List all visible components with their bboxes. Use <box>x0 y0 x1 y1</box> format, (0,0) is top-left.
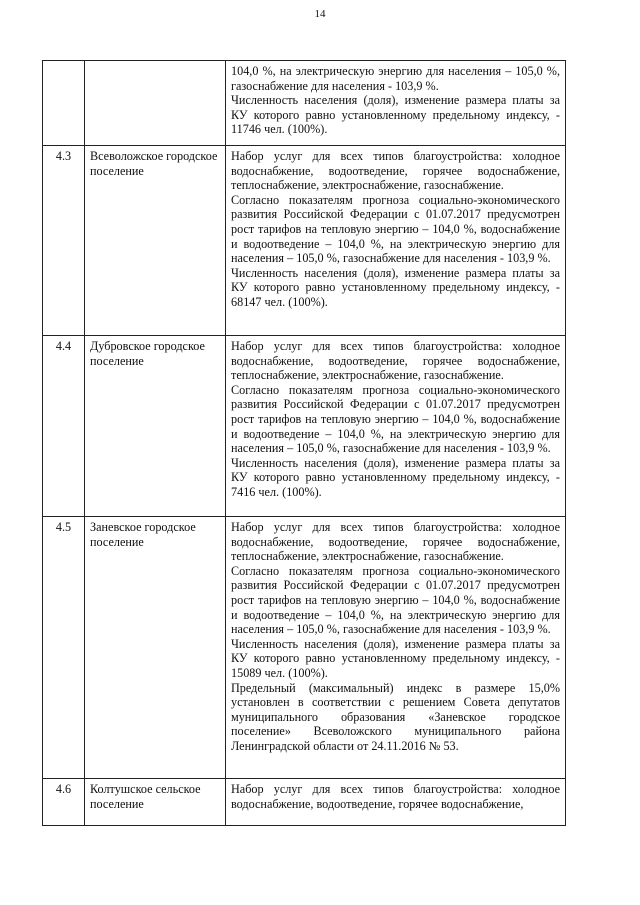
row-number: 4.6 <box>43 779 85 826</box>
settlement-name <box>85 61 226 146</box>
description-paragraph: Набор услуг для всех типов благоустройства: холодное водоснабжение, водоотведение, горячее водоснабжение, <box>231 782 560 811</box>
description-paragraph: Согласно показателям прогноза социально-экономического развития Российской Федерации с 01.07.2017 предусмотрен рост тарифов на тепловую энергию – 104,0 %, водоснабжение и водоотведение – 104,0 %, на электрическую энергию для населения – 105,0 %, газоснабжение для населения - 103,9 %. <box>231 192 560 266</box>
description-paragraph: Численность населения (доля), изменение размера платы за КУ которого равно установленному предельному индексу, - 15089 чел. (100%). <box>231 636 560 680</box>
table-row <box>43 61 566 146</box>
table-row <box>43 779 566 826</box>
row-description <box>226 517 566 779</box>
description-paragraph: Предельный (максимальный) индекс в размере 15,0% установлен в соответствии с решением Совета депутатов муниципального образования «Заневское городское поселение» Всеволожского муниципального района Ленинградской области от 24.11.2016 № 53. <box>231 680 560 753</box>
description-paragraph: Численность населения (доля), изменение размера платы за КУ которого равно установленному предельному индексу, - 11746 чел. (100%). <box>231 93 560 137</box>
description-paragraph: Численность населения (доля), изменение размера платы за КУ которого равно установленному предельному индексу, - 68147 чел. (100%). <box>231 265 560 309</box>
description-paragraph: 104,0 %, на электрическую энергию для населения – 105,0 %, газоснабжение для населения - 103,9 %. <box>231 64 560 93</box>
row-number: 4.3 <box>43 146 85 336</box>
table-row <box>43 517 566 779</box>
description-paragraph: Численность населения (доля), изменение размера платы за КУ которого равно установленному предельному индексу, - 7416 чел. (100%). <box>231 455 560 499</box>
settlement-name: Всеволожское городское поселение <box>85 146 226 336</box>
row-number: 4.5 <box>43 517 85 779</box>
description-paragraph: Согласно показателям прогноза социально-экономического развития Российской Федерации с 01.07.2017 предусмотрен рост тарифов на тепловую энергию – 104,0 %, водоснабжение и водоотведение – 104,0 %, на электрическую энергию для населения – 105,0 %, газоснабжение для населения - 103,9 %. <box>231 382 560 456</box>
row-number <box>43 61 85 146</box>
row-description <box>226 779 566 826</box>
row-number: 4.4 <box>43 336 85 517</box>
page-number: 14 <box>314 8 326 20</box>
settlement-name: Заневское городское поселение <box>85 517 226 779</box>
description-paragraph: Согласно показателям прогноза социально-экономического развития Российской Федерации с 01.07.2017 предусмотрен рост тарифов на тепловую энергию – 104,0 %, водоснабжение и водоотведение – 104,0 %, на электрическую энергию для населения – 105,0 %, газоснабжение для населения - 103,9 %. <box>231 563 560 637</box>
settlement-name: Колтушское сельское поселение <box>85 779 226 826</box>
settlement-name: Дубровское городское поселение <box>85 336 226 517</box>
description-paragraph: Набор услуг для всех типов благоустройства: холодное водоснабжение, водоотведение, горячее водоснабжение, теплоснабжение, электроснабжение, газоснабжение. <box>231 149 560 193</box>
row-description <box>226 146 566 336</box>
row-description <box>226 336 566 517</box>
description-paragraph: Набор услуг для всех типов благоустройства: холодное водоснабжение, водоотведение, горячее водоснабжение, теплоснабжение, электроснабжение, газоснабжение. <box>231 520 560 564</box>
description-paragraph: Набор услуг для всех типов благоустройства: холодное водоснабжение, водоотведение, горячее водоснабжение, теплоснабжение, электроснабжение, газоснабжение. <box>231 339 560 383</box>
table-row <box>43 146 566 336</box>
row-description <box>226 61 566 146</box>
table-row <box>43 336 566 517</box>
tariff-table <box>42 60 566 826</box>
